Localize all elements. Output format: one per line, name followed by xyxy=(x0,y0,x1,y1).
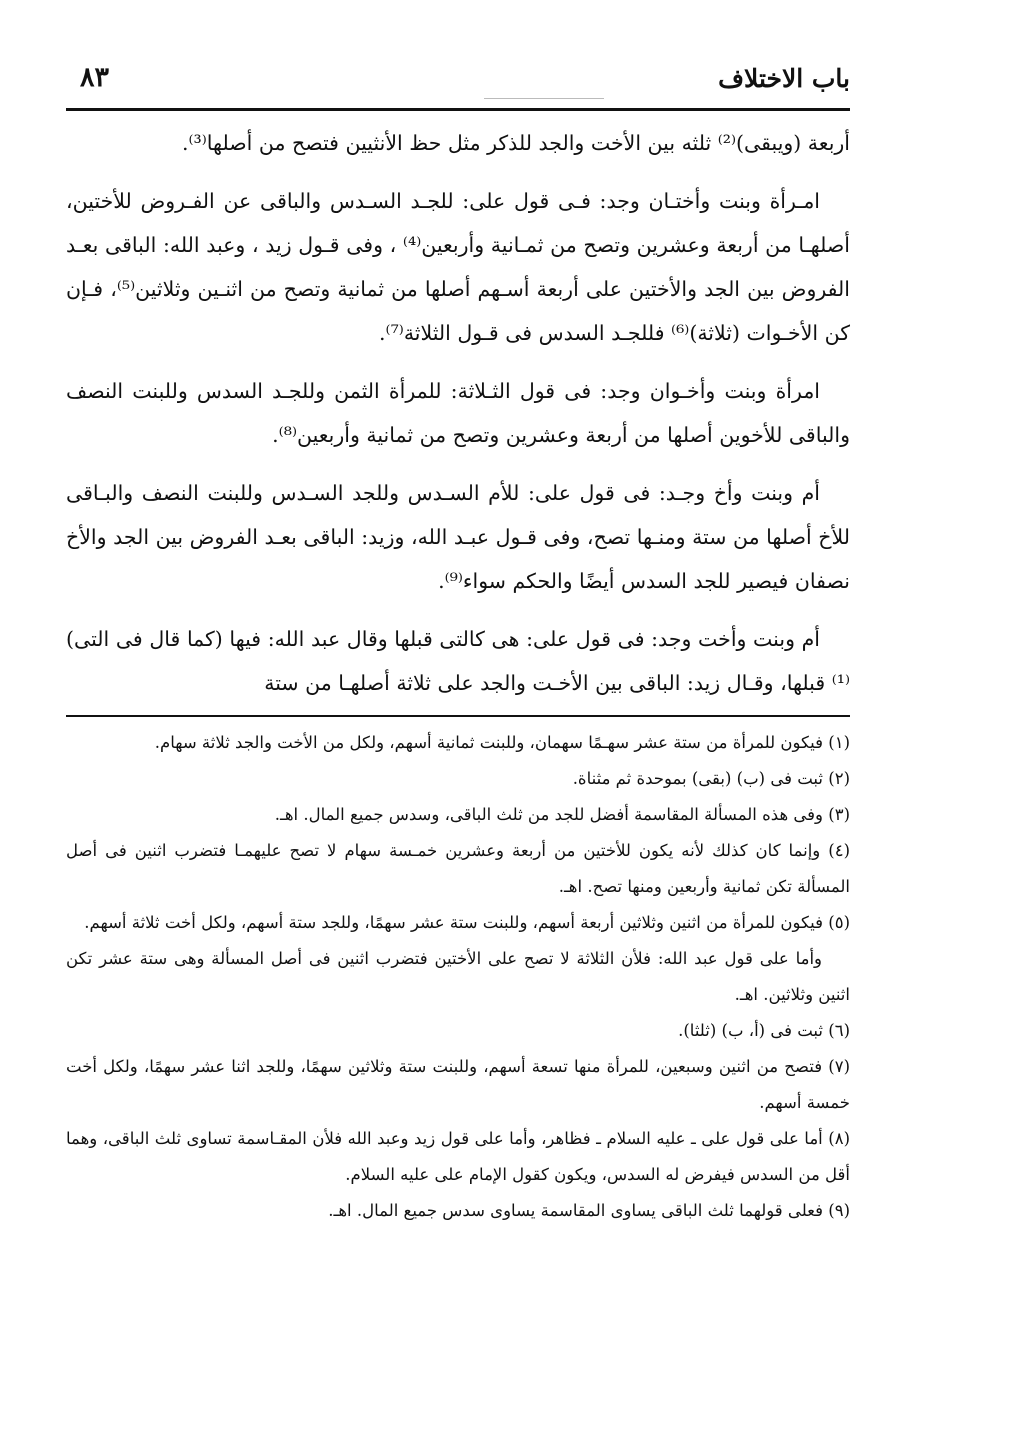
book-page xyxy=(66,60,850,1229)
footnote: (٧) فتصح من اثنين وسبعين، للمرأة منها تسعة أسهم، وللبنت ستة وثلاثين سهمًا، وللجد اثنا عشر سهمًا، ولكل أخت خمسة أسهم. xyxy=(66,1057,850,1112)
main-paragraph: أم وبنت وأخت وجد: فى قول على: هى كالتى قبلها وقال عبد الله: فيها (كما قال فى التى)⁽¹⁾ قبلها، وقـال زيد: الباقى بين الأخـت والجد على ثلاثة أصلهـا من ستة xyxy=(66,627,850,695)
page-number: ٨٣ xyxy=(80,62,110,93)
footnote: (٨) أما على قول على ـ عليه السلام ـ فظاهر، وأما على قول زيد وعبد الله فلأن المقـاسمة تساوى ثلث الباقى، وهما أقل من السدس فيفرض له السدس، ويكون كقول الإمام على عليه السلام. xyxy=(66,1129,850,1184)
footnotes xyxy=(66,725,850,1229)
header-ornament-line xyxy=(484,98,604,99)
main-paragraph: أم وبنت وأخ وجـد: فى قول على: للأم السـدس وللجد السـدس وللبنت النصف والبـاقى للأخ أصلها من ستة ومنـها تصح، وفى قـول عبـد الله، وزيد: الباقى بعـد الفروض بين الجد والأخ نصفان فيصير للجد السدس أيضًا والحكم سواء⁽⁹⁾. xyxy=(66,481,850,593)
footnote: (٢) ثبت فى (ب) (بقى) بموحدة ثم مثناة. xyxy=(572,769,850,788)
running-header xyxy=(66,60,850,111)
main-text xyxy=(66,121,850,705)
footnote: (١) فيكون للمرأة من ستة عشر سهـمًا سهمان، وللبنت ثمانية أسهم، ولكل من الأخت والجد ثلاثة سهام. xyxy=(154,733,850,752)
chapter-title: باب الاختلاف xyxy=(718,64,850,93)
main-paragraph: امـرأة وبنت وأختـان وجد: فـى قول على: للجـد السـدس والباقى عن الفـروض للأختين، أصلهـا من أربعة وعشرين وتصح من ثمـانية وأربعين⁽⁴⁾ ، وفى قـول زيد ، وعبد الله: الباقى بعـد الفروض بين الجد والأختين على أربعة أسـهم أصلها من ثمانية وتصح من اثنـين وثلاثين⁽⁵⁾، فـإن كن الأخـوات (ثلاثة)⁽⁶⁾ فللجـد السدس فى قـول الثلاثة⁽⁷⁾. xyxy=(66,189,851,345)
footnote: (٩) فعلى قولهما ثلث الباقى يساوى المقاسمة يساوى سدس جميع المال. اهـ. xyxy=(328,1201,850,1220)
main-paragraph: امرأة وبنت وأخـوان وجد: فى قول الثـلاثة: للمرأة الثمن وللجـد السدس وللبنت النصف والباقى للأخوين أصلها من أربعة وعشرين وتصح من ثمانية وأربعين⁽⁸⁾. xyxy=(66,379,850,447)
footnote-continuation: وأما على قول عبد الله: فلأن الثلاثة لا تصح على الأختين فتضرب اثنين فى أصل المسألة وهى ستة عشر تكن اثنين وثلاثين. اهـ. xyxy=(66,949,850,1004)
main-paragraph: أربعة (ويبقى)⁽²⁾ ثلثه بين الأخت والجد للذكر مثل حظ الأنثيين فتصح من أصلها⁽³⁾. xyxy=(181,131,850,155)
footnote: (٣) وفى هذه المسألة المقاسمة أفضل للجد من ثلث الباقى، وسدس جميع المال. اهـ. xyxy=(274,805,850,824)
footnote: (٦) ثبت فى (أ، ب) (ثلثا). xyxy=(678,1021,850,1040)
footnote: (٤) وإنما كان كذلك لأنه يكون للأختين من أربعة وعشرين خمـسة سهام لا تصح عليهمـا فتضرب اثنين فى أصل المسألة تكن ثمانية وأربعين ومنها تصح. اهـ. xyxy=(66,841,850,896)
footnote: (٥) فيكون للمرأة من اثنين وثلاثين أربعة أسهم، وللبنت ستة عشر سهمًا، وللجد ستة أسهم، ولكل أخت ثلاثة أسهم. xyxy=(84,913,850,932)
footnote-separator xyxy=(66,715,850,717)
